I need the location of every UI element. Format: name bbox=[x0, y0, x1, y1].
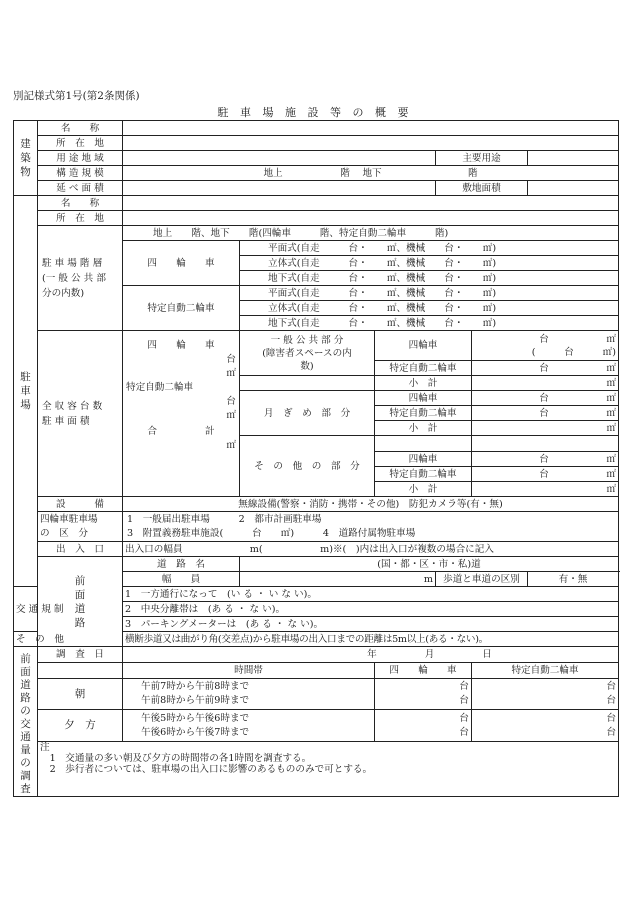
public-four-wheel-label: 四輪車 bbox=[375, 331, 472, 361]
public-subtotal-label: 小 計 bbox=[375, 376, 472, 391]
motorcycle-underground-row[interactable]: 地下式(自走 台・ ㎡、機械 台・ ㎡) bbox=[240, 316, 619, 331]
other-spacer bbox=[375, 436, 472, 452]
public-four-wheel-field[interactable]: 台 ㎡ ( 台 ㎡) bbox=[472, 331, 619, 361]
monthly-part-label: 月 ぎ め 部 分 bbox=[240, 391, 375, 436]
equipment-field[interactable]: 無線設備(警察・消防・携帯・その他) 防犯カメラ等(有・無) bbox=[123, 497, 619, 512]
parking-class-label: 四輪車駐車場 の 区 分 bbox=[38, 512, 123, 542]
building-name-label: 名 称 bbox=[38, 121, 123, 136]
public-subtotal-spacer bbox=[240, 376, 375, 391]
main-use-label: 主要用途 bbox=[436, 151, 528, 166]
morning-time-2: 午前8時から午前9時まで bbox=[141, 695, 250, 707]
morning-time-1: 午前7時から午前8時まで bbox=[141, 681, 250, 693]
site-area-field[interactable] bbox=[528, 181, 619, 196]
main-use-field[interactable] bbox=[528, 151, 619, 166]
facility-overview-form bbox=[13, 120, 619, 797]
road-name-label: 道 路 名 bbox=[123, 557, 240, 572]
four-wheel-flat-row[interactable]: 平面式(自走 台・ ㎡、機械 台・ ㎡) bbox=[240, 241, 619, 256]
four-wheel-multi-row[interactable]: 立体式(自走 台・ ㎡、機械 台・ ㎡) bbox=[240, 256, 619, 271]
site-area-label: 敷地面積 bbox=[436, 181, 528, 196]
traffic-rule-one-way[interactable]: 1 一方通行になって (い る ・ い な い)。 bbox=[123, 587, 619, 602]
parking-class-line-1: 1 一般届出駐車場 2 都市計画駐車場 bbox=[127, 513, 322, 525]
traffic-rule-parking-meter[interactable]: 3 パーキングメーターは (あ る ・ な い)。 bbox=[123, 617, 619, 632]
other-motorcycle-field[interactable]: 台 ㎡ bbox=[472, 467, 619, 482]
parking-class-field[interactable] bbox=[123, 512, 619, 542]
traffic-rule-median[interactable]: 2 中央分離帯は (あ る ・ な い)。 bbox=[123, 602, 619, 617]
motorcycle-flat-row[interactable]: 平面式(自走 台・ ㎡、機械 台・ ㎡) bbox=[240, 286, 619, 301]
traffic-header-spacer bbox=[38, 662, 123, 678]
page-title: 駐 車 場 施 設 等 の 概 要 bbox=[217, 106, 413, 119]
morning-label: 朝 bbox=[38, 678, 123, 710]
evening-time-1: 午後5時から午後6時まで bbox=[141, 712, 250, 724]
other-four-wheel-label: 四輪車 bbox=[375, 452, 472, 467]
road-width-field[interactable]: m bbox=[240, 572, 436, 587]
traffic-section-label: 前面道路の交通量の調査 bbox=[14, 647, 38, 797]
sidewalk-label: 歩道と車道の区別 bbox=[436, 572, 528, 587]
motorcycle-multi-row[interactable]: 立体式(自走 台・ ㎡、機械 台・ ㎡) bbox=[240, 301, 619, 316]
floors-four-wheel-label: 四 輪 車 bbox=[123, 241, 240, 286]
building-section-label: 建築物 bbox=[14, 121, 38, 196]
zoning-label: 用 途 地 域 bbox=[38, 151, 123, 166]
zoning-field[interactable] bbox=[123, 151, 436, 166]
monthly-motorcycle-label: 特定自動二輪車 bbox=[375, 406, 472, 421]
survey-date-label: 調 査 日 bbox=[38, 647, 123, 663]
parking-floors-label: 駐 車 場 階 層 (一 般 公 共 部 分の内数) bbox=[38, 226, 123, 331]
parking-name-field[interactable] bbox=[123, 196, 619, 211]
public-motorcycle-field[interactable]: 台 ㎡ bbox=[472, 361, 619, 376]
evening-times bbox=[123, 710, 375, 742]
monthly-four-wheel-field[interactable]: 台 ㎡ bbox=[472, 391, 619, 406]
motorcycle-column-header: 特定自動二輪車 bbox=[472, 662, 619, 678]
capacity-motorcycle-unit: 台 ㎡ bbox=[226, 396, 236, 421]
evening-four-wheel-field[interactable]: 台 台 bbox=[375, 710, 472, 742]
evening-time-2: 午後6時から午後7時まで bbox=[141, 726, 250, 738]
four-wheel-column-header: 四 輪 車 bbox=[375, 662, 472, 678]
capacity-summary[interactable] bbox=[123, 331, 240, 497]
equipment-label: 設 備 bbox=[38, 497, 123, 512]
four-wheel-underground-row[interactable]: 地下式(自走 台・ ㎡、機械 台・ ㎡) bbox=[240, 271, 619, 286]
monthly-subtotal-label: 小 計 bbox=[375, 421, 472, 436]
parking-name-label: 名 称 bbox=[38, 196, 123, 211]
evening-motorcycle-field[interactable]: 台 台 bbox=[472, 710, 619, 742]
traffic-rules-label: 交 通 規 制 bbox=[14, 587, 38, 632]
capacity-four-wheel-label: 四 輪 車 bbox=[147, 340, 215, 351]
other-part-label: そ の 他 の 部 分 bbox=[240, 436, 375, 497]
road-section-label: 前面道路 bbox=[38, 557, 123, 647]
structure-label: 構 造 規 模 bbox=[38, 166, 123, 181]
road-name-field[interactable]: (国・都・区・市・私)道 bbox=[240, 557, 619, 572]
other-subtotal-field[interactable]: ㎡ bbox=[472, 482, 619, 497]
other-subtotal-label: 小 計 bbox=[375, 482, 472, 497]
notes-heading: 注 bbox=[40, 742, 50, 754]
traffic-notes bbox=[38, 742, 619, 797]
road-width-label: 幅 員 bbox=[123, 572, 240, 587]
capacity-total-label: 合 計 bbox=[147, 426, 215, 437]
capacity-four-wheel-unit: 台 ㎡ bbox=[226, 354, 236, 379]
public-subtotal-field[interactable]: ㎡ bbox=[472, 376, 619, 391]
morning-four-wheel-field[interactable]: 台 台 bbox=[375, 678, 472, 710]
building-address-label: 所 在 地 bbox=[38, 136, 123, 151]
other-four-wheel-field[interactable]: 台 ㎡ bbox=[472, 452, 619, 467]
structure-field[interactable]: 地上 階 地下 階 bbox=[123, 166, 619, 181]
entrance-label: 出 入 口 bbox=[38, 542, 123, 557]
floor-area-label: 延 べ 面 積 bbox=[38, 181, 123, 196]
morning-motorcycle-field[interactable]: 台 台 bbox=[472, 678, 619, 710]
evening-label: 夕 方 bbox=[38, 710, 123, 742]
capacity-label: 全 収 容 台 数 駐 車 面 積 bbox=[38, 331, 123, 497]
capacity-total-unit: ㎡ bbox=[226, 440, 236, 451]
parking-address-label: 所 在 地 bbox=[38, 211, 123, 226]
building-address-field[interactable] bbox=[123, 136, 619, 151]
public-part-label: 一 般 公 共 部 分 (障害者スペースの内 数) bbox=[240, 331, 375, 376]
morning-times bbox=[123, 678, 375, 710]
public-motorcycle-label: 特定自動二輪車 bbox=[375, 361, 472, 376]
parking-floors-summary[interactable]: 地上 階、地下 階(四輪車 階、特定自動二輪車 階) bbox=[123, 226, 619, 241]
note-1: 1 交通量の多い朝及び夕方の時間帯の各1時間を調査する。 bbox=[40, 753, 312, 765]
time-column-header: 時間帯 bbox=[123, 662, 375, 678]
road-other-label: そ の 他 bbox=[14, 632, 38, 647]
floors-motorcycle-label: 特定自動二輪車 bbox=[123, 286, 240, 331]
monthly-four-wheel-label: 四輪車 bbox=[375, 391, 472, 406]
entrance-field[interactable]: 出入口の幅員 m( m)※( )内は出入口が複数の場合に記入 bbox=[123, 542, 619, 557]
sidewalk-field[interactable]: 有・無 bbox=[528, 572, 619, 587]
parking-section-label: 駐車場 bbox=[14, 196, 38, 587]
note-2: 2 歩行者については、駐車場の出入口に影響のあるもののみで可とする。 bbox=[40, 764, 373, 776]
parking-address-field[interactable] bbox=[123, 211, 619, 226]
monthly-subtotal-field[interactable]: ㎡ bbox=[472, 421, 619, 436]
capacity-motorcycle-label: 特定自動二輪車 bbox=[126, 382, 194, 393]
other-spacer-value bbox=[472, 436, 619, 452]
parking-class-line-2: 3 附置義務駐車施設( 台 ㎡) 4 道路付属物駐車場 bbox=[127, 527, 416, 539]
form-number: 別記様式第1号(第2条関係) bbox=[13, 90, 140, 102]
road-other-field[interactable]: 横断歩道又は曲がり角(交差点)から駐車場の出入口までの距離は5m以上(ある・ない)。 bbox=[123, 632, 619, 647]
floor-area-field[interactable] bbox=[123, 181, 436, 196]
building-name-field[interactable] bbox=[123, 121, 619, 136]
monthly-motorcycle-field[interactable]: 台 ㎡ bbox=[472, 406, 619, 421]
survey-date-field[interactable]: 年 月 日 bbox=[123, 647, 619, 663]
other-motorcycle-label: 特定自動二輪車 bbox=[375, 467, 472, 482]
